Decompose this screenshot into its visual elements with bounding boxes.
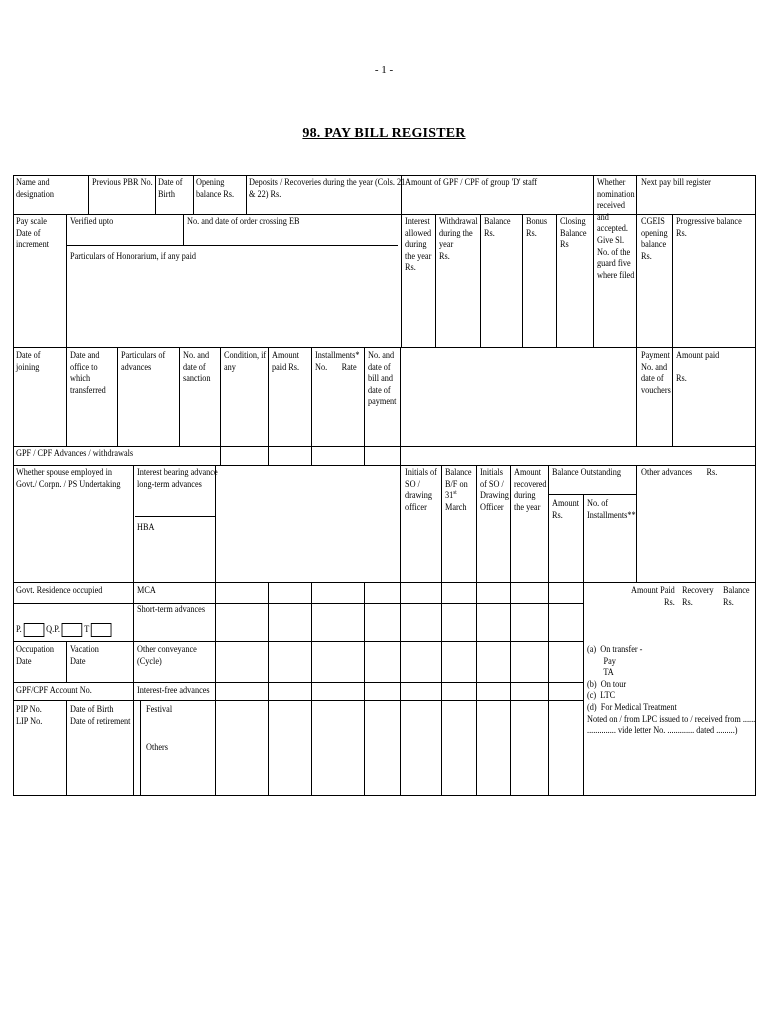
balance-outstanding-label: Balance Outstanding [552,467,621,478]
t-checkbox[interactable] [91,623,112,637]
short-term-label: Short-term advances [137,604,206,615]
amount-rs-label: Amount Rs. [552,498,580,521]
qp-checkbox[interactable] [62,623,83,637]
interest-allowed-label: Interest allowed during the year Rs. [405,216,432,274]
qp-label: Q.P. [46,624,60,636]
condition-label: Condition, if any [224,350,267,373]
initials-so-label: Initials of SO / drawing officer [405,467,437,513]
payment-vouchers-label: Payment No. and date of vouchers [641,350,671,396]
withdrawal-label: Withdrawal during the year Rs. [439,216,478,262]
balance-hdr: Balance Rs. [723,585,750,608]
interest-bearing-label: Interest bearing advance long-term advances [137,467,218,490]
vacation-date-label: Vacation Date [70,644,99,667]
other-advances-label: Other advances Rs. [641,467,718,478]
hba-label: HBA [137,522,155,533]
gpf-account-label: GPF/CPF Account No. [16,685,92,696]
particulars-advances-label: Particulars of advances [121,350,166,373]
spouse-employed-label: Whether spouse employed in Govt./ Corpn. / PS Undertaking [16,467,121,490]
previous-pbr-label: Previous PBR No. [92,177,153,188]
cgeis-label: CGEIS opening balance Rs. [641,216,668,262]
gpf-amount-label: Amount of GPF / CPF of group 'D' staff [405,177,538,188]
closing-balance-label: Closing Balance Rs [560,216,587,251]
date-of-joining-label: Date of joining [16,350,41,373]
gpf-advances-label: GPF / CPF Advances / withdrawals [16,448,134,459]
honorarium-label: Particulars of Honorarium, if any paid [70,251,197,262]
occupation-date-label: Occupation Date [16,644,55,667]
govt-residence-label: Govt. Residence occupied [16,585,103,596]
pay-scale-label: Pay scale Date of increment [16,216,49,251]
progressive-balance-label: Progressive balance Rs. [676,216,742,239]
date-office-transferred-label: Date and office to which transferred [70,350,106,396]
dob-retirement-label: Date of Birth Date of retirement [70,704,131,727]
page-number: - 1 - [374,64,394,76]
sanction-label: No. and date of sanction [183,350,211,385]
verified-upto-label: Verified upto [70,216,114,227]
amount-paid-hdr: Amount Paid Rs. [631,585,675,608]
recovery-hdr: Recovery Rs. [682,585,714,608]
p-checkbox[interactable] [23,623,44,637]
mca-label: MCA [137,585,156,596]
pip-lip-label: PIP No. LIP No. [16,704,43,727]
no-installments-label: No. of Installments** [587,498,636,521]
others-label: Others [146,742,168,753]
order-crossing-eb-label: No. and date of order crossing EB [187,216,300,227]
deposits-recoveries-label: Deposits / Recoveries during the year (Cols. 21 & 22) Rs. [249,177,406,200]
page-title: 98. PAY BILL REGISTER [302,126,466,141]
transfer-notes: (a) On transfer - Pay TA (b) On tour (c) LTC (d) For Medical Treatment Noted on / from LPC issued to / received from ...... .............. vide letter No. ............. dated .........) [587,644,756,737]
opening-balance-label: Opening balance Rs. [196,177,235,200]
amount-paid-rs-label: Amount paid Rs. [676,350,720,385]
bonus-label: Bonus Rs. [526,216,548,239]
initials-drawing-officer-label: Initials of SO / Drawing Officer [480,467,509,513]
amount-paid-label: Amount paid Rs. [272,350,300,373]
festival-label: Festival [146,704,173,715]
bill-payment-label: No. and date of bill and date of payment [368,350,397,408]
name-designation-label: Name and designation [16,177,55,200]
balance-label: Balance Rs. [484,216,511,239]
other-conveyance-label: Other conveyance (Cycle) [137,644,197,667]
residence-type-row [16,623,112,637]
next-pay-bill-label: Next pay bill register [641,177,711,188]
t-label: T [84,624,90,636]
installments-label: Installments* No. Rate [315,350,360,373]
amount-recovered-label: Amount recovered during the year [514,467,547,513]
balance-bf-label: Balance B/F on 31st March [445,467,472,513]
date-of-birth-label: Date of Birth [158,177,183,200]
p-label: P. [16,624,22,636]
interest-free-label: Interest-free advances [137,685,210,696]
nomination-label: Whether nomination received and accepted. Give Sl. No. of the guard five where filed [597,177,635,281]
